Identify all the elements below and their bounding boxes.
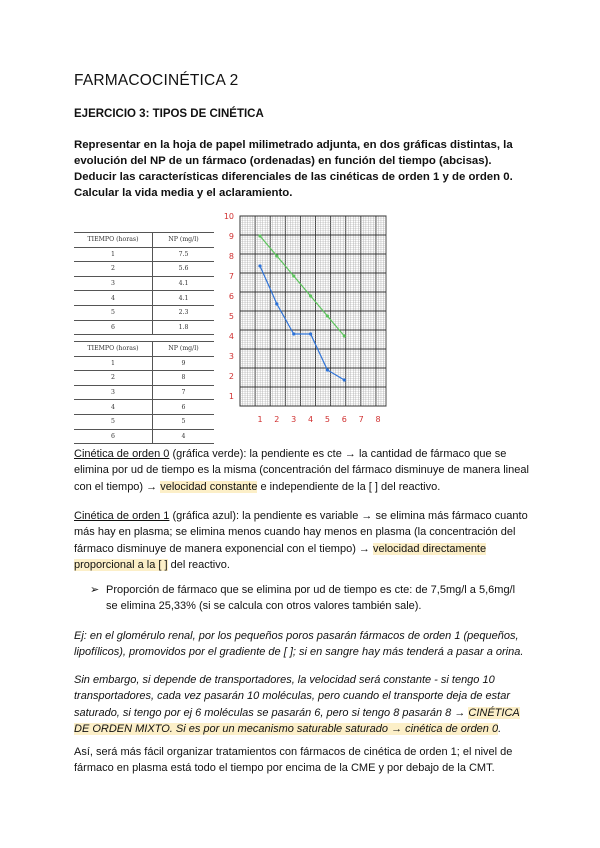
paragraph-text: Sin embargo, si depende de transportadores, la velocidad será constante - si tengo 10 transportadores, cada vez pasarán 10 moléculas, pero cuando el transporte deja de estar saturado, si tengo por ej 6 moléculas se pasarán 6, pero si tengo 8 pasarán 8 → xyxy=(74,674,510,719)
data-point-blue xyxy=(292,332,295,335)
table-cell: 8 xyxy=(153,371,215,386)
table-cell: 4 xyxy=(153,429,215,444)
table-cell: 4.1 xyxy=(153,276,215,291)
table-header-time: TIEMPO (horas) xyxy=(74,342,153,357)
data-point-green xyxy=(258,234,261,237)
table-header-row xyxy=(74,342,214,357)
table-header-time: TIEMPO (horas) xyxy=(74,233,153,248)
x-tick-label: 3 xyxy=(291,415,297,424)
y-tick-label: 9 xyxy=(228,232,234,241)
table-cell: 7 xyxy=(153,385,215,400)
y-tick-label: 8 xyxy=(228,252,234,261)
table-cell: 9 xyxy=(153,356,215,371)
table-cell: 6 xyxy=(74,429,153,444)
exercise-statement: Representar en la hoja de papel milimetrado adjunta, en dos gráficas distintas, la evolución del NP de un fármaco (ordenadas) en función del tiempo (abcisas). Deducir las características diferenciales de las cinéticas de orden 1 y de orden 0. Calcular la vida media y el aclaramiento. xyxy=(74,139,513,199)
data-point-green xyxy=(309,294,312,297)
table-header-row xyxy=(74,233,214,248)
table-row xyxy=(74,320,214,335)
term-order-1: Cinética de orden 1 xyxy=(74,510,170,522)
mixed-kinetics-paragraph xyxy=(74,672,536,738)
table-cell: 5 xyxy=(74,305,153,320)
y-tick-label: 1 xyxy=(228,392,234,401)
table-cell: 7.5 xyxy=(153,247,215,262)
x-tick-label: 5 xyxy=(324,415,330,424)
paragraph-text: (gráfica verde): la pendiente es cte → la cantidad de fármaco que se elimina por ud de tiempo es la misma (concentración del fármaco disminuye de manera lineal con el tiempo) → xyxy=(74,448,529,493)
paragraph-text: (gráfica azul): la pendiente es variable → se elimina más fármaco cuanto más hay en plasma; se elimina menos cuando hay menos en plasma (la concentración del fármaco disminuye de manera exponencial con el tiempo) → xyxy=(74,510,528,555)
table-cell: 3 xyxy=(74,276,153,291)
table-row xyxy=(74,429,214,444)
graph-paper-chart xyxy=(222,208,402,438)
x-tick-label: 8 xyxy=(375,415,381,424)
y-tick-label: 5 xyxy=(228,312,234,321)
table-cell: 4 xyxy=(74,291,153,306)
y-tick-label: 6 xyxy=(228,292,234,301)
bullet-proportion xyxy=(90,582,536,615)
highlight-text: velocidad directamente proporcional a la [ ] xyxy=(74,542,487,572)
table-row xyxy=(74,356,214,371)
table-row xyxy=(74,305,214,320)
table-cell: 6 xyxy=(74,320,153,335)
table-row xyxy=(74,414,214,429)
y-tick-label: 7 xyxy=(228,272,234,281)
data-point-blue xyxy=(258,264,261,267)
table-cell: 1 xyxy=(74,247,153,262)
table-cell: 2 xyxy=(74,262,153,277)
data-point-blue xyxy=(309,332,312,335)
data-point-blue xyxy=(275,302,278,305)
y-tick-label: 10 xyxy=(223,212,234,221)
table-cell: 5 xyxy=(74,414,153,429)
table-cell: 3 xyxy=(74,385,153,400)
example-paragraph: Ej: en el glomérulo renal, por los pequeños poros pasarán fármacos de orden 1 (pequeños, lipofílicos), promovidos por el gradiente de [ ]; si en sangre hay más tenderá a pasar a orina. xyxy=(74,630,524,659)
data-point-blue xyxy=(326,368,329,371)
table-header-np: NP (mg/l) xyxy=(153,233,215,248)
data-point-green xyxy=(292,274,295,277)
x-tick-label: 4 xyxy=(308,415,314,424)
table-cell: 1 xyxy=(74,356,153,371)
table-cell: 5.6 xyxy=(153,262,215,277)
table-row xyxy=(74,291,214,306)
highlight-text: CINÉTICA DE ORDEN MIXTO. Si es por un mecanismo saturable saturado → cinética de orden 0 xyxy=(74,706,520,736)
table-cell: 4 xyxy=(74,400,153,415)
paragraph-text: del reactivo. xyxy=(167,559,230,572)
table-row xyxy=(74,371,214,386)
table-header-np: NP (mg/l) xyxy=(153,342,215,357)
y-tick-label: 4 xyxy=(228,332,234,341)
x-tick-label: 2 xyxy=(274,415,280,424)
table-cell: 4.1 xyxy=(153,291,215,306)
data-point-green xyxy=(275,254,278,257)
paragraph-order-0 xyxy=(74,446,536,495)
table-cell: 5 xyxy=(153,414,215,429)
table-row xyxy=(74,247,214,262)
data-table-order-0 xyxy=(74,341,214,444)
table-cell: 1.8 xyxy=(153,320,215,335)
table-cell: 2.3 xyxy=(153,305,215,320)
y-tick-label: 3 xyxy=(228,352,234,361)
table-cell: 2 xyxy=(74,371,153,386)
table-row xyxy=(74,276,214,291)
highlight-text: velocidad constante xyxy=(160,480,258,493)
y-tick-label: 2 xyxy=(228,372,234,381)
bullet-text-line2: se elimina 25,33% (si se calcula con otros valores también sale). xyxy=(106,600,422,613)
data-point-blue xyxy=(343,378,346,381)
exercise-subtitle: EJERCICIO 3: TIPOS DE CINÉTICA xyxy=(74,108,264,120)
x-tick-label: 7 xyxy=(358,415,364,424)
table-row xyxy=(74,385,214,400)
bullet-arrow-icon: ➢ xyxy=(90,584,100,596)
term-order-0: Cinética de orden 0 xyxy=(74,448,170,460)
page-title: FARMACOCINÉTICA 2 xyxy=(74,72,239,89)
conclusion-paragraph: Así, será más fácil organizar tratamientos con fármacos de cinética de orden 1; el nivel de fármaco en plasma está todo el tiempo por encima de la CME y por debajo de la CMT. xyxy=(74,746,513,775)
paragraph-text: e independiente de la [ ] del reactivo. xyxy=(257,480,441,493)
data-point-green xyxy=(343,334,346,337)
paragraph-order-1 xyxy=(74,508,536,574)
table-cell: 6 xyxy=(153,400,215,415)
data-table-order-1 xyxy=(74,232,214,335)
bullet-text-line1: Proporción de fármaco que se elimina por ud de tiempo es cte: de 7,5mg/l a 5,6mg/l xyxy=(106,584,516,596)
table-row xyxy=(74,262,214,277)
x-tick-label: 1 xyxy=(257,415,263,424)
data-point-green xyxy=(326,314,329,317)
paragraph-text: . xyxy=(498,723,502,736)
x-tick-label: 6 xyxy=(341,415,347,424)
table-row xyxy=(74,400,214,415)
